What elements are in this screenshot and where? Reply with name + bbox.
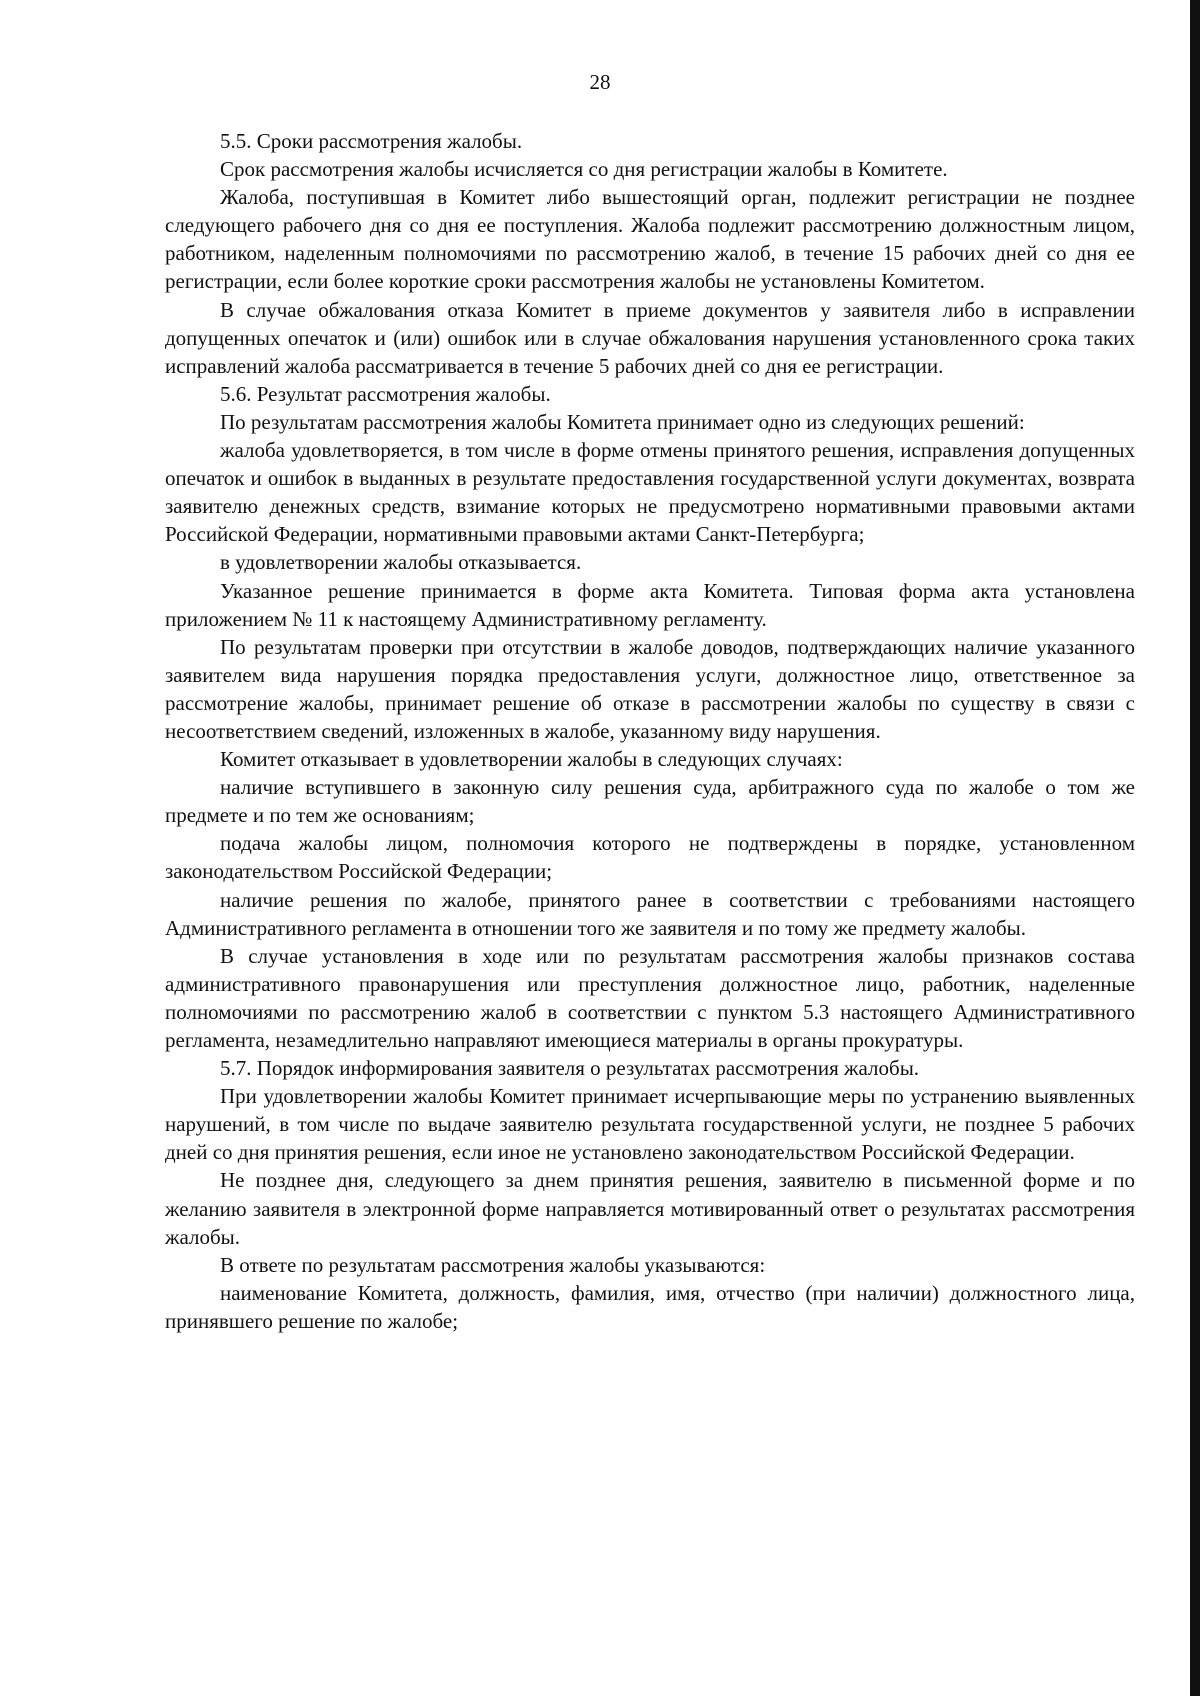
- paragraph: В случае установления в ходе или по результатам рассмотрения жалобы признаков состава административного правонарушения или преступления должностное лицо, работник, наделенные полномочиями по рассмотрению жалоб в соответствии с пунктом 5.3 настоящего Административного регламента, незамедлительно направляют имеющиеся материалы в органы прокуратуры.: [165, 943, 1135, 1052]
- paragraph: При удовлетворении жалобы Комитет принимает исчерпывающие меры по устранению выявленных нарушений, в том числе по выдаче заявителю результата государственной услуги, не позднее 5 рабочих дней со дня принятия решения, если иное не установлено законодательством Российской Федерации.: [165, 1084, 1135, 1165]
- paragraph: Комитет отказывает в удовлетворении жалобы в следующих случаях:: [220, 747, 843, 772]
- paragraph: По результатам рассмотрения жалобы Комитета принимает одно из следующих решений:: [220, 409, 1025, 434]
- paragraph: Не позднее дня, следующего за днем принятия решения, заявителю в письменной форме и по желанию заявителя в электронной форме направляется мотивированный ответ о результатах рассмотрения жалобы.: [165, 1168, 1135, 1249]
- list-item: подача жалобы лицом, полномочия которого не подтверждены в порядке, установленном законодательством Российской Федерации;: [165, 831, 1135, 884]
- paragraph: В ответе по результатам рассмотрения жалобы указываются:: [220, 1252, 766, 1277]
- document-body: [165, 127, 1135, 1335]
- paragraph: Срок рассмотрения жалобы исчисляется со дня регистрации жалобы в Комитете.: [220, 157, 948, 182]
- section-heading-5-5: 5.5. Сроки рассмотрения жалобы.: [220, 129, 523, 153]
- list-item: наличие решения по жалобе, принятого ранее в соответствии с требованиями настоящего Административного регламента в отношении того же заявителя и по тому же предмету жалобы.: [165, 887, 1135, 940]
- paragraph: Указанное решение принимается в форме акта Комитета. Типовая форма акта установлена приложением № 11 к настоящему Административному регламенту.: [165, 578, 1135, 631]
- section-heading-5-6: 5.6. Результат рассмотрения жалобы.: [220, 381, 551, 406]
- paragraph: Жалоба, поступившая в Комитет либо вышестоящий орган, подлежит регистрации не позднее следующего рабочего дня со дня ее поступления. Жалоба подлежит рассмотрению должностным лицом, работником, наделенным полномочиями по рассмотрению жалоб, в течение 15 рабочих дней со дня ее регистрации, если более короткие сроки рассмотрения жалобы не установлены Комитетом.: [165, 185, 1135, 294]
- list-item: в удовлетворении жалобы отказывается.: [220, 550, 582, 575]
- paragraph: По результатам проверки при отсутствии в жалобе доводов, подтверждающих наличие указанного заявителем вида нарушения порядка предоставления услуги, должностное лицо, ответственное за рассмотрение жалобы, принимает решение об отказе в рассмотрении жалобы по существу в связи с несоответствием сведений, изложенных в жалобе, указанному виду нарушения.: [165, 634, 1135, 743]
- list-item: наличие вступившего в законную силу решения суда, арбитражного суда по жалобе о том же предмете и по тем же основаниям;: [165, 775, 1135, 828]
- list-item: наименование Комитета, должность, фамилия, имя, отчество (при наличии) должностного лица, принявшего решение по жалобе;: [165, 1280, 1135, 1333]
- paragraph: В случае обжалования отказа Комитет в приеме документов у заявителя либо в исправлении допущенных опечаток и (или) ошибок или в случае обжалования нарушения установленного срока таких исправлений жалоба рассматривается в течение 5 рабочих дней со дня ее регистрации.: [165, 297, 1135, 378]
- page-number: 28: [589, 70, 611, 94]
- scan-edge-shadow: [1190, 0, 1200, 1696]
- section-heading-5-7: 5.7. Порядок информирования заявителя о результатах рассмотрения жалобы.: [220, 1056, 920, 1081]
- list-item: жалоба удовлетворяется, в том числе в форме отмены принятого решения, исправления допущенных опечаток и ошибок в выданных в результате предоставления государственной услуги документах, возврата заявителю денежных средств, взимание которых не предусмотрено нормативными правовыми актами Российской Федерации, нормативными правовыми актами Санкт-Петербурга;: [165, 438, 1135, 547]
